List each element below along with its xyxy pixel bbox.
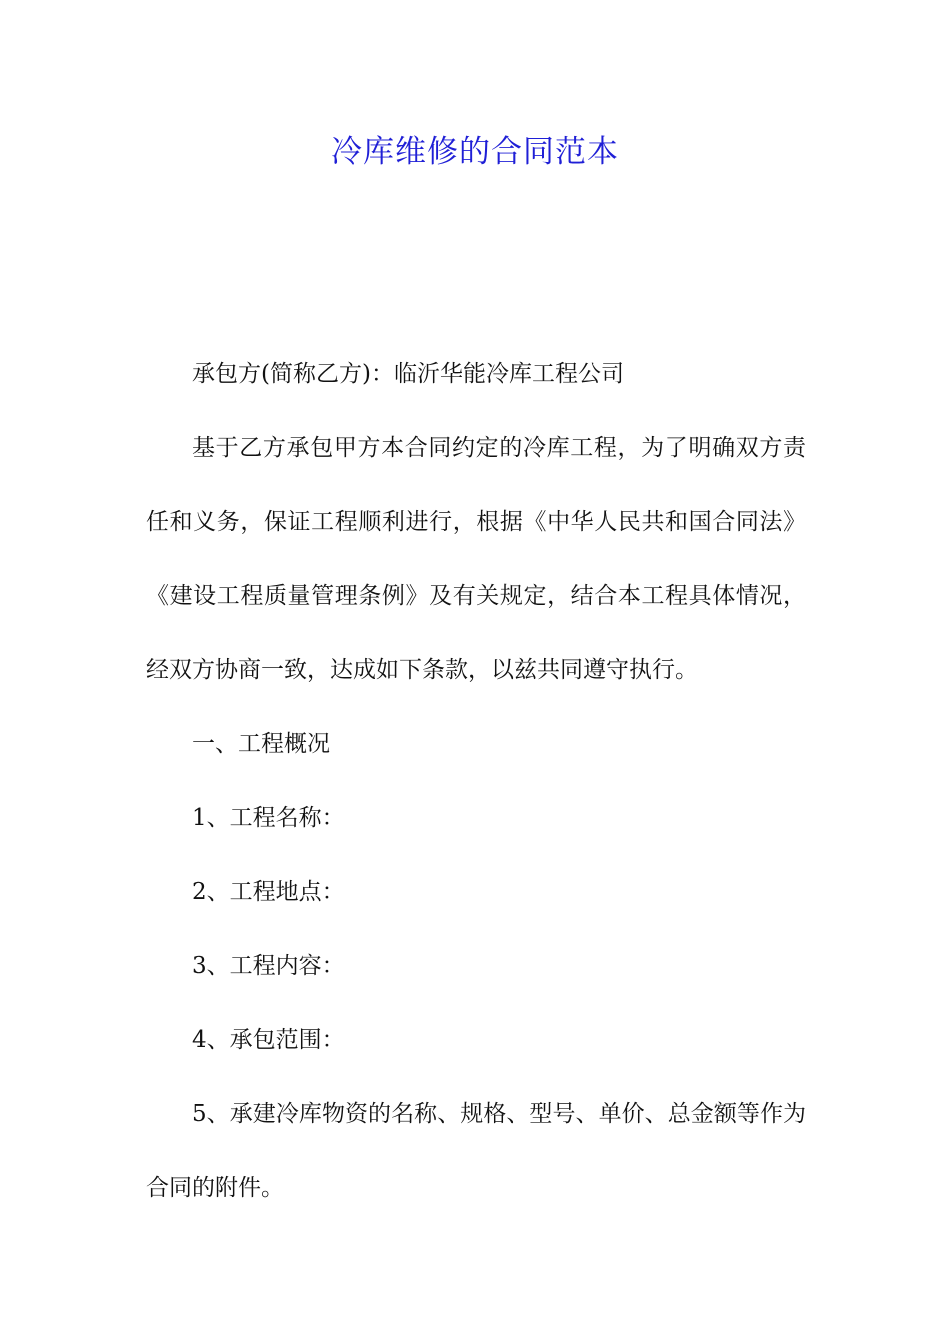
document-body xyxy=(146,337,806,1225)
contractor-line: 承包方(简称乙方)：临沂华能冷库工程公司 xyxy=(192,361,624,387)
item-project-name: 1、工程名称： xyxy=(192,805,345,831)
section-heading-overview: 一、工程概况 xyxy=(192,731,330,757)
item-contract-scope: 4、承包范围： xyxy=(192,1027,345,1053)
item-materials-attachment: 5、承建冷库物资的名称、规格、型号、单价、总金额等作为合同的附件。 xyxy=(146,1101,806,1201)
item-project-location: 2、工程地点： xyxy=(192,879,345,905)
item-project-content: 3、工程内容： xyxy=(192,953,345,979)
document-title: 冷库维修的合同范本 xyxy=(331,134,619,170)
preamble-paragraph: 基于乙方承包甲方本合同约定的冷库工程，为了明确双方责任和义务，保证工程顺利进行，根据《中华人民共和国合同法》《建设工程质量管理条例》及有关规定，结合本工程具体情况，经双方协商一致，达成如下条款，以兹共同遵守执行。 xyxy=(146,435,806,683)
